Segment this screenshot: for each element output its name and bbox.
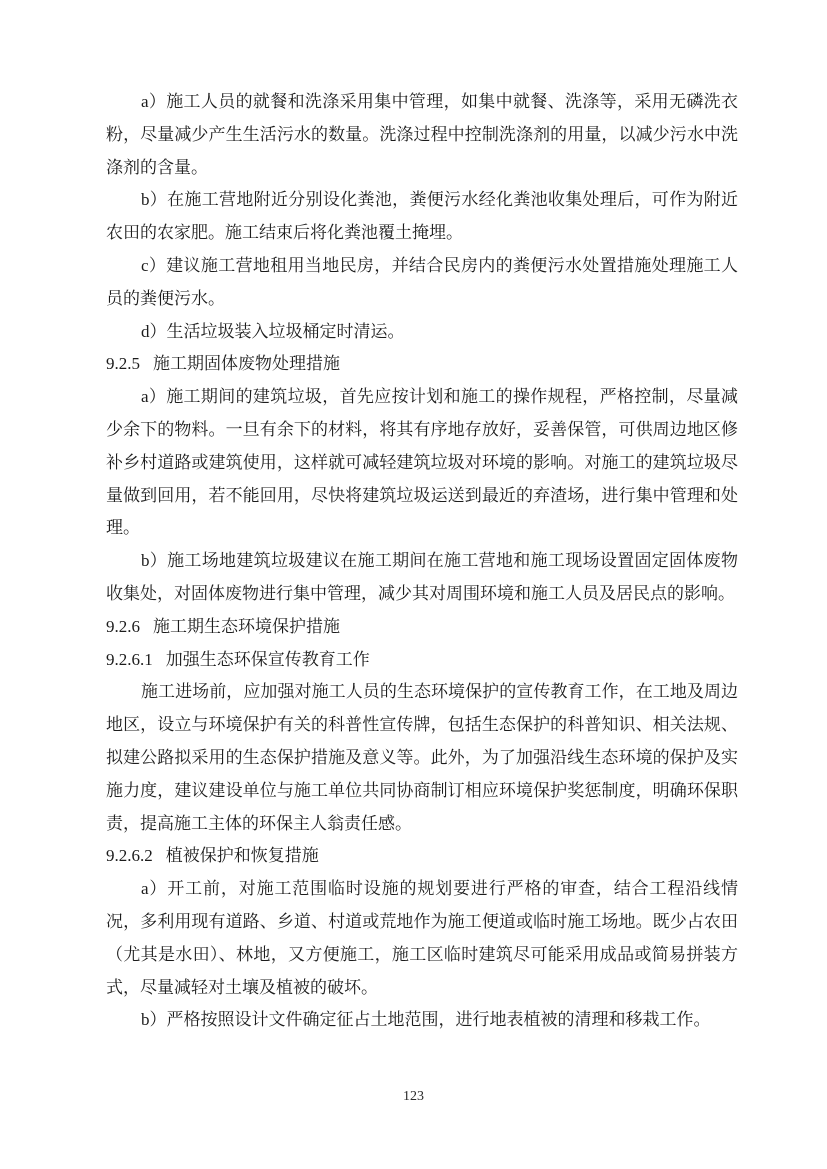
paragraph-item-d-garbage: d）生活垃圾装入垃圾桶定时清运。 [141, 321, 405, 341]
paragraph-item-b-land-scope: b）严格按照设计文件确定征占土地范围，进行地表植被的清理和移栽工作。 [141, 1010, 711, 1030]
section-title: 施工期生态环境保护措施 [153, 616, 340, 636]
paragraph-eco-education: 施工进场前，应加强对施工人员的生态环境保护的宣传教育工作，在工地及周边地区，设立与环境保护有关的科普性宣传牌，包括生态保护的科普知识、相关法规、拟建公路拟采用的生态保护措施及意义等。此外，为了加强沿线生态环境的保护及实施力度，建议建设单位与施工单位共同协商制订相应环境保护奖惩制度，明确环保职责，提高施工主体的环保主人翁责任感。 [106, 682, 738, 833]
paragraph-item-b-waste-collection: b）施工场地建筑垃圾建议在施工期间在施工营地和施工现场设置固定固体废物收集处，对固体废物进行集中管理，减少其对周围环境和施工人员及居民点的影响。 [106, 551, 738, 603]
paragraph-item-a-construction-waste: a）施工期间的建筑垃圾，首先应按计划和施工的操作规程，严格控制，尽量减少余下的物料。一旦有余下的材料，将其有序地存放好，妥善保管，可供周边地区修补乡村道路或建筑使用，这样就可减轻建筑垃圾对环境的影响。对施工的建筑垃圾尽量做到回用，若不能回用，尽快将建筑垃圾运送到最近的弃渣场，进行集中管理和处理。 [106, 387, 738, 538]
paragraph-item-c-local-housing: c）建议施工营地租用当地民房，并结合民房内的粪便污水处置措施处理施工人员的粪便污水。 [106, 255, 738, 308]
paragraph-item-a-vegetation: a）开工前，对施工范围临时设施的规划要进行严格的审查，结合工程沿线情况，多利用现有道路、乡道、村道或荒地作为施工便道或临时施工场地。既少占农田（尤其是水田）、林地，又方便施工，施工区临时建筑尽可能采用成品或简易拼装方式，尽量减轻对土壤及植被的破坏。 [106, 879, 738, 997]
section-number: 9.2.6 [106, 616, 140, 636]
section-heading-9-2-6 [106, 611, 738, 644]
section-number: 9.2.6.2 [106, 846, 153, 866]
section-heading-9-2-5 [106, 348, 738, 381]
page-number: 123 [403, 1089, 424, 1104]
paragraph-item-a-sewage: a）施工人员的就餐和洗涤采用集中管理，如集中就餐、洗涤等，采用无磷洗衣粉，尽量减少产生生活污水的数量。洗涤过程中控制洗涤剂的用量，以减少污水中洗涤剂的含量。 [106, 92, 738, 177]
section-number: 9.2.6.1 [106, 649, 153, 669]
section-title: 加强生态环保宣传教育工作 [165, 649, 370, 669]
section-heading-9-2-6-2 [106, 840, 738, 873]
section-number: 9.2.5 [106, 354, 140, 374]
document-body [106, 86, 738, 1037]
section-title: 施工期固体废物处理措施 [153, 354, 340, 374]
section-title: 植被保护和恢复措施 [165, 846, 319, 866]
paragraph-item-b-septic-tank: b）在施工营地附近分别设化粪池，粪便污水经化粪池收集处理后，可作为附近农田的农家肥。施工结束后将化粪池覆土掩埋。 [106, 190, 738, 243]
section-heading-9-2-6-1 [106, 644, 738, 677]
